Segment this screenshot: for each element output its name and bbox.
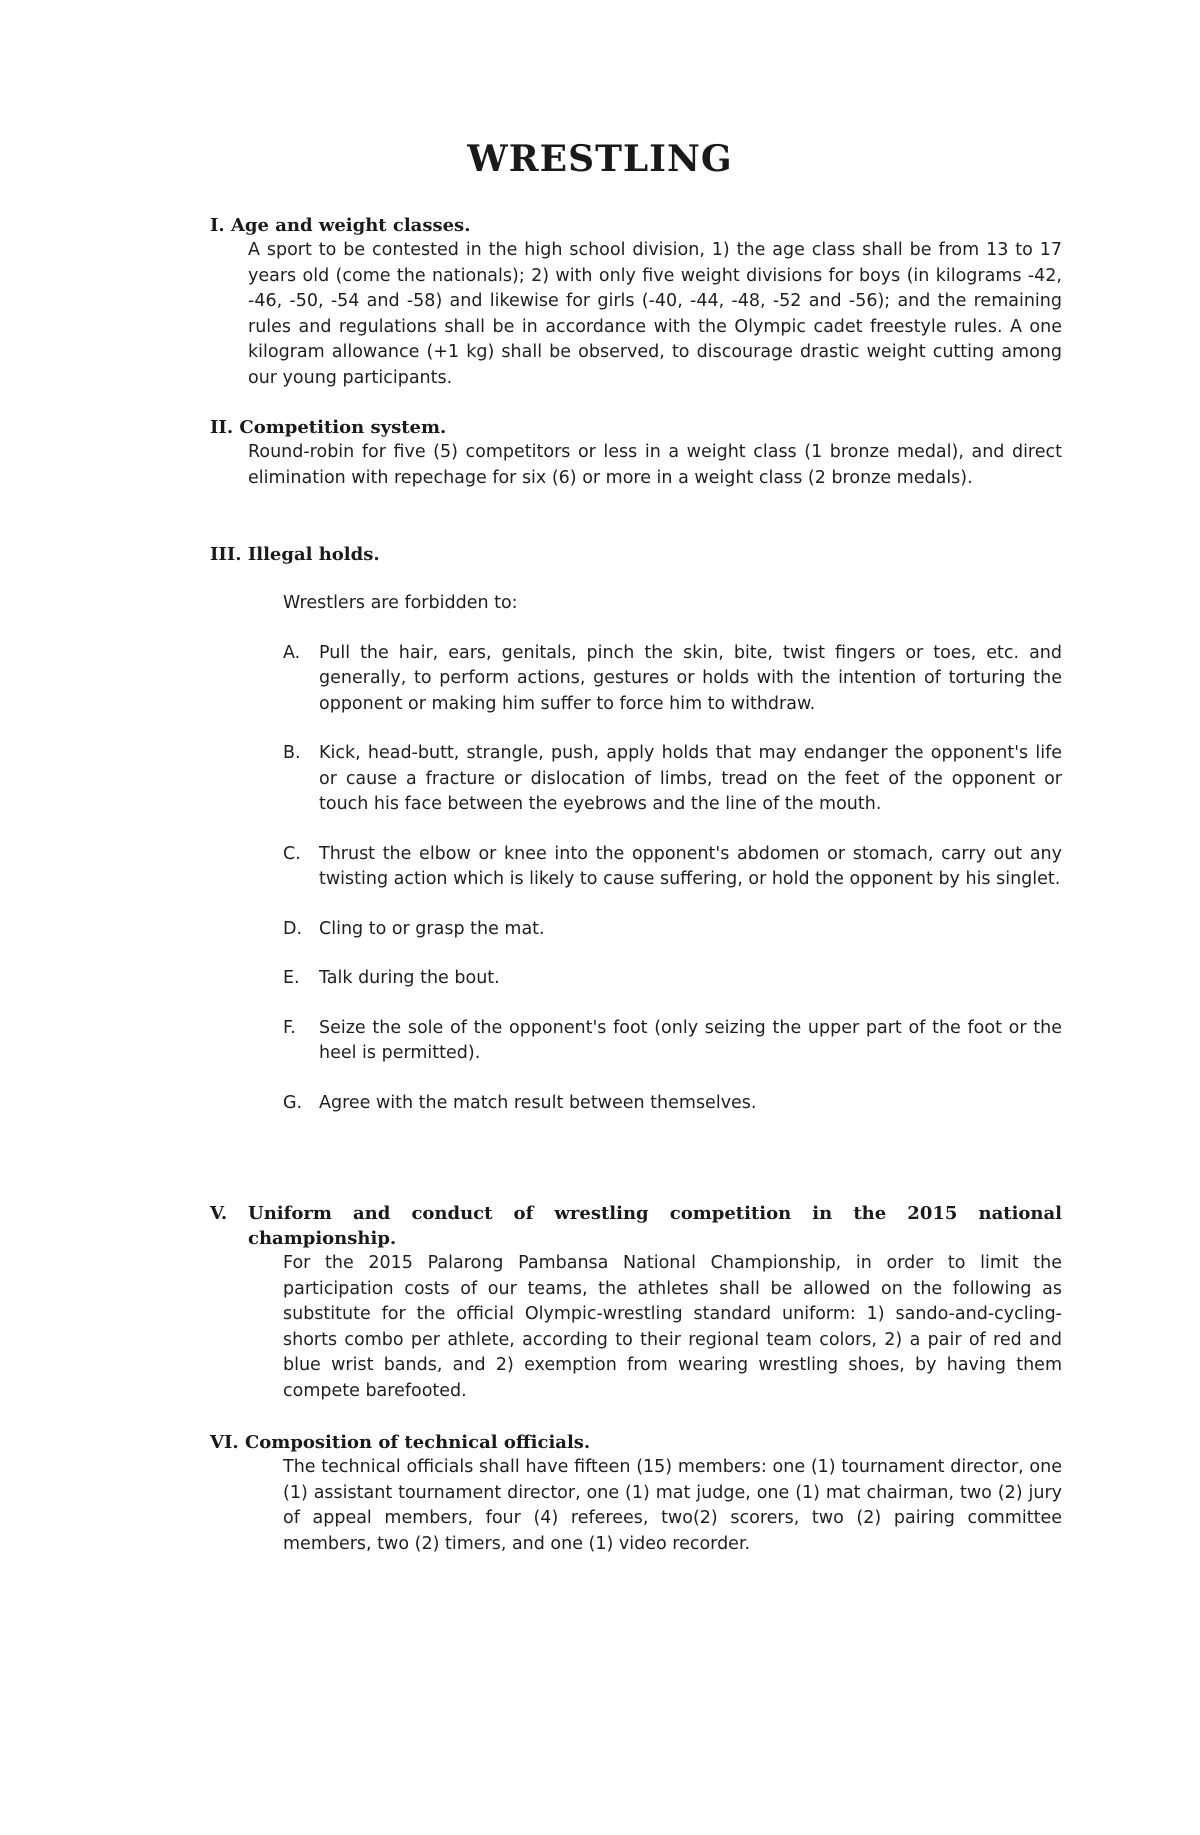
list-item-letter: A. <box>283 642 301 663</box>
section-age-weight <box>210 213 1062 391</box>
section-heading <box>210 1430 1062 1455</box>
list-item <box>283 741 1062 818</box>
section-illegal-holds <box>210 542 1062 1116</box>
list-item-text: Thrust the elbow or knee into the opponent's abdomen or stomach, carry out any twisting action which is likely to cause suffering, or hold the opponent by his singlet. <box>319 843 1062 889</box>
section-body: The technical officials shall have fifteen (15) members: one (1) tournament director, one (1) assistant tournament director, one (1) mat judge, one (1) mat chairman, two (2) jury of appeal members, four (4) referees, two(2) scorers, two (2) pairing committee members, two (2) timers, and one (1) video recorder. <box>283 1457 1062 1554</box>
section-title: Competition system. <box>239 417 447 438</box>
section-technical-officials <box>210 1430 1062 1557</box>
list-item-text: Cling to or grasp the mat. <box>319 918 545 939</box>
section-title: Age and weight classes. <box>230 215 471 236</box>
list-item <box>283 1091 1062 1117</box>
list-item-text: Agree with the match result between themselves. <box>319 1092 757 1113</box>
list-item <box>283 1016 1062 1067</box>
list-item-letter: F. <box>283 1017 296 1038</box>
section-title: Composition of technical officials. <box>244 1432 591 1453</box>
list-item-text: Pull the hair, ears, genitals, pinch the skin, bite, twist fingers or toes, etc. and generally, to perform actions, gestures or holds with the intention of torturing the opponent or making him suffer to force him to withdraw. <box>319 642 1062 714</box>
list-item-text: Seize the sole of the opponent's foot (only seizing the upper part of the foot or the heel is permitted). <box>319 1017 1062 1063</box>
section-title: Uniform and conduct of wrestling competition in the 2015 national championship. <box>248 1203 1062 1249</box>
section-uniform-conduct <box>210 1201 1062 1404</box>
section-body: Round-robin for five (5) competitors or less in a weight class (1 bronze medal), and direct elimination with repechage for six (6) or more in a weight class (2 bronze medals). <box>248 442 1062 488</box>
list-item <box>283 641 1062 718</box>
section-heading <box>210 1201 1062 1251</box>
list-item-letter: G. <box>283 1092 303 1113</box>
list-item-letter: E. <box>283 968 300 988</box>
list-item <box>283 917 1062 943</box>
list-item-letter: C. <box>283 843 301 864</box>
section-competition-system <box>210 415 1062 491</box>
section-body: A sport to be contested in the high school division, 1) the age class shall be from 13 to 17 years old (come the nationals); 2) with only five weight divisions for boys (in kilograms -42, -46, -50, -54 and -58) and likewise for girls (-40, -44, -48, -52 and -56); and the remaining rules and regulations shall be in accordance with the Olympic cadet freestyle rules. A one kilogram allowance (+1 kg) shall be observed, to discourage drastic weight cutting among our young participants. <box>248 240 1062 388</box>
list-item-text: Talk during the bout. <box>319 968 500 988</box>
section-number: V. <box>210 1203 228 1224</box>
section-heading <box>210 542 1062 567</box>
list-item <box>283 966 1062 992</box>
section-heading <box>210 213 1062 238</box>
list-item-letter: B. <box>283 743 301 763</box>
section-body: For the 2015 Palarong Pambansa National Championship, in order to limit the participation costs of our teams, the athletes shall be allowed on the following as substitute for the official Olympic-wrestling standard uniform: 1) sando-and-cycling-shorts combo per athlete, according to their regional team colors, 2) a pair of red and blue wrist bands, and 2) exemption from wearing wrestling shoes, by having them compete barefooted. <box>283 1253 1062 1401</box>
section-number: I. <box>210 215 225 236</box>
illegal-holds-list <box>283 641 1062 1117</box>
page-title: WRESTLING <box>467 138 733 180</box>
section-number: VI. <box>210 1432 239 1453</box>
section-intro: Wrestlers are forbidden to: <box>283 593 518 613</box>
list-item-letter: D. <box>283 918 303 939</box>
section-number: II. <box>210 417 234 438</box>
section-heading <box>210 415 1062 440</box>
list-item-text: Kick, head-butt, strangle, push, apply holds that may endanger the opponent's life or cause a fracture or dislocation of limbs, tread on the feet of the opponent or touch his face between the eyebrows and the line of the mouth. <box>319 743 1062 814</box>
section-title: Illegal holds. <box>247 544 380 565</box>
section-number: III. <box>210 544 242 565</box>
list-item <box>283 842 1062 893</box>
